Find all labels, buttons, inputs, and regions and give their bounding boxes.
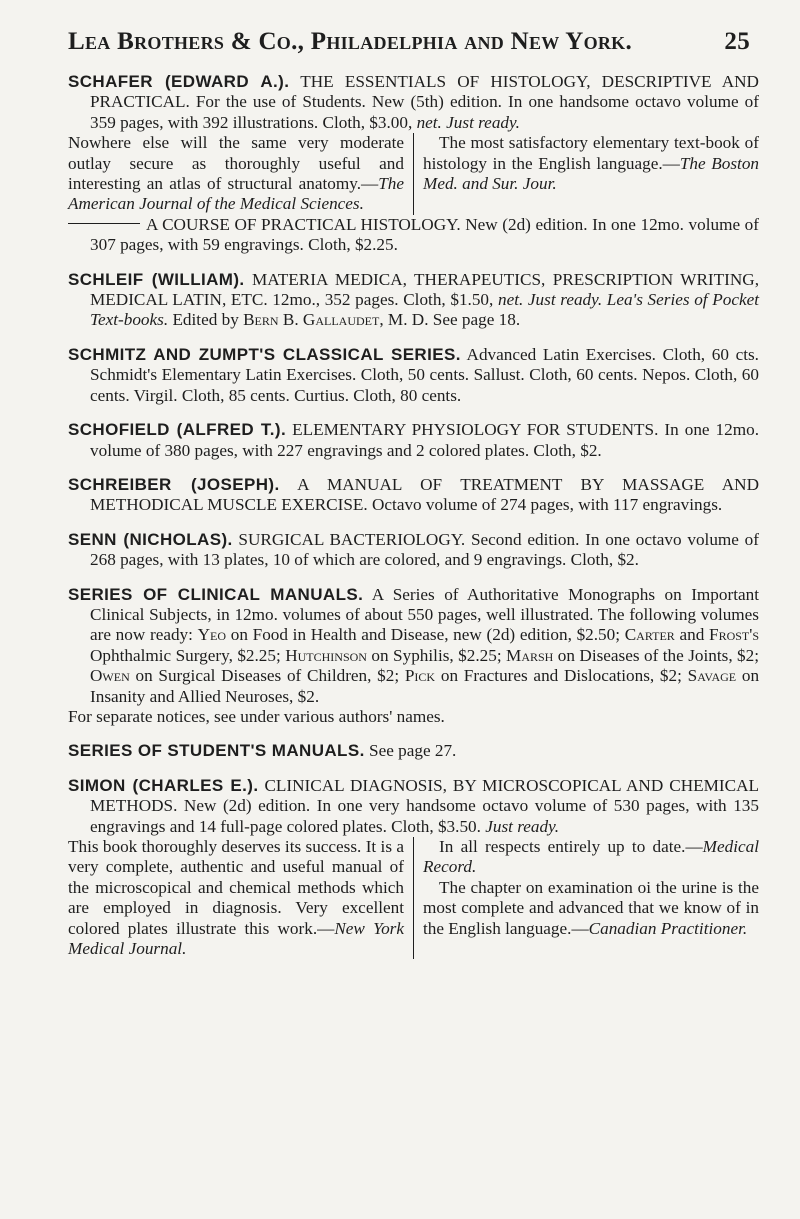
review-source: Medical Record. bbox=[423, 837, 759, 877]
entry-schleif bbox=[68, 270, 759, 331]
ditto-dash bbox=[68, 223, 140, 224]
editor-name: Bern B. Gallaudet bbox=[243, 310, 380, 330]
author-name: Frost's bbox=[709, 625, 760, 645]
entry-senn bbox=[68, 530, 759, 571]
entry-headword: SCHLEIF (WILLIAM). bbox=[68, 269, 245, 289]
entry-text: A MANUAL OF TREATMENT BY MASSAGE AND METHODICAL MUSCLE EXERCISE. Octavo volume of 274 pages, with 117 engravings. bbox=[90, 474, 759, 515]
entry-text: A Series of Authoritative Monographs on Important Clinical Subjects, in 12mo. volumes of about 550 pages, well illustrated. The following volumes are now ready: bbox=[90, 584, 759, 645]
entry-headword: SCHOFIELD (ALFRED T.). bbox=[68, 420, 287, 440]
entry-headword: SENN (NICHOLAS). bbox=[68, 529, 233, 549]
author-name: Owen bbox=[90, 666, 130, 686]
entry-headword: SERIES OF CLINICAL MANUALS. bbox=[68, 584, 364, 604]
review-text: Nowhere else will the same very moderate outlay secure as thoroughly useful and interesting an atlas of structural anatomy.— bbox=[68, 133, 404, 194]
entry-schofield bbox=[68, 420, 759, 461]
page-header bbox=[68, 28, 750, 58]
entry-schreiber bbox=[68, 475, 759, 516]
entry-text: See page 27. bbox=[369, 741, 457, 761]
entry-schafer bbox=[68, 72, 759, 256]
author-name: Marsh bbox=[506, 645, 554, 665]
entry-students-manuals bbox=[68, 741, 759, 761]
review-text: The most satisfactory elementary text-book of histology in the English language.— bbox=[423, 133, 759, 173]
entry-text: Ophthalmic Surgery, $2.25; bbox=[90, 645, 281, 665]
author-name: Savage bbox=[687, 666, 737, 686]
entry-text: on Syphilis, $2.25; bbox=[371, 645, 502, 665]
entry-subtitle bbox=[68, 215, 759, 256]
entry-headword: SCHMITZ AND ZUMPT'S CLASSICAL SERIES. bbox=[68, 344, 461, 364]
entry-text: ELEMENTARY PHYSIOLOGY FOR STUDENTS. In one 12mo. volume of 380 pages, with 227 engravings and 2 colored plates. Cloth, $2. bbox=[90, 420, 759, 460]
review-source: Canadian Practitioner. bbox=[588, 918, 748, 938]
page-number: 25 bbox=[724, 28, 750, 55]
author-name: Carter bbox=[624, 625, 675, 645]
entry-text: on Diseases of the Joints, $2; bbox=[557, 645, 760, 665]
review-quote-left bbox=[68, 133, 413, 215]
entry-simon bbox=[68, 776, 759, 960]
entry-text: on Insanity and Allied Neuroses, $2. bbox=[90, 666, 760, 706]
entry-text: Advanced Latin Exercises. Cloth, 60 cts. Schmidt's Elementary Latin Exercises. Cloth, 50 cents. Sallust. Cloth, 60 cents. Nepos. Cloth, 60 cents. Virgil. Cloth, 85 cents. Curtius. Cloth, 80 cents. bbox=[90, 344, 759, 405]
entry-text: CLINICAL DIAGNOSIS, BY MICROSCOPICAL AND CHEMICAL METHODS. New (2d) edition. In one very handsome octavo volume of 530 pages, with 135 engravings and 14 full-page colored plates. Cloth, $3.50. bbox=[90, 775, 759, 836]
entry-headword: SCHAFER (EDWARD A.). bbox=[68, 72, 290, 91]
review-columns bbox=[68, 837, 759, 959]
entry-clinical-manuals bbox=[68, 585, 759, 728]
review-text: In all respects entirely up to date.— bbox=[439, 837, 703, 856]
catalog-content bbox=[68, 72, 759, 973]
entry-headword: SIMON (CHARLES E.). bbox=[68, 775, 259, 795]
entry-status: Just ready. bbox=[485, 816, 560, 836]
entry-schmitz bbox=[68, 345, 759, 406]
author-name: Pick bbox=[404, 666, 436, 686]
entry-text: , M. D. See page 18. bbox=[379, 310, 521, 330]
entry-sub-text: A COURSE OF PRACTICAL HISTOLOGY. New (2d) edition. In one 12mo. volume of 307 pages, with 59 engravings. Cloth, $2.25. bbox=[90, 214, 759, 255]
review-columns bbox=[68, 133, 759, 215]
entry-headword: SCHREIBER (JOSEPH). bbox=[68, 474, 280, 494]
review-source: The Boston Med. and Sur. Jour. bbox=[423, 153, 760, 194]
entry-text: on Food in Health and Disease, new (2d) edition, $2.50; bbox=[230, 625, 621, 645]
entry-status: net. Just ready. bbox=[416, 112, 520, 132]
author-name: Yeo bbox=[197, 625, 227, 645]
entry-text: on Surgical Diseases of Children, $2; bbox=[135, 666, 400, 686]
review-quote-right bbox=[413, 837, 759, 959]
running-title: Lea Brothers & Co., Philadelphia and New York. bbox=[68, 28, 633, 55]
review-text: This book thoroughly deserves its success. It is a very complete, authentic and useful manual of the microscopical and chemical methods which are employed in diagnosis. Very excellent colored plates illustrate this work.— bbox=[68, 837, 404, 938]
review-source: New York Medical Journal. bbox=[68, 918, 404, 959]
review-quote-left bbox=[68, 837, 413, 959]
entry-text: on Fractures and Dislocations, $2; bbox=[440, 666, 682, 686]
entry-headword: SERIES OF STUDENT'S MANUALS. bbox=[68, 741, 365, 761]
review-source: The American Journal of the Medical Sciences. bbox=[68, 174, 404, 214]
review-quote-right bbox=[413, 133, 759, 215]
review-text: The chapter on examination oi the urine is the most complete and advanced that we know of in the English language.— bbox=[423, 877, 759, 938]
entry-status: net. Just ready. Lea's Series of Pocket Text-books. bbox=[90, 290, 759, 330]
entry-text: Edited by bbox=[172, 310, 239, 330]
entry-text: SURGICAL BACTERIOLOGY. Second edition. In one octavo volume of 268 pages, with 13 plates, 10 of which are colored, and 9 engravings. Cloth, $2. bbox=[90, 529, 759, 570]
entry-text: and bbox=[679, 625, 705, 645]
entry-text: THE ESSENTIALS OF HISTOLOGY, DESCRIPTIVE AND PRACTICAL. For the use of Students. New (5th) edition. In one handsome octavo volume of 359 pages, with 392 illustrations. Cloth, $3.00, bbox=[90, 72, 759, 132]
entry-text: MATERIA MEDICA, THERAPEUTICS, PRESCRIPTION WRITING, MEDICAL LATIN, ETC. 12mo., 352 pages. Cloth, $1.50, bbox=[90, 269, 760, 310]
entry-note: For separate notices, see under various authors' names. bbox=[68, 706, 445, 726]
author-name: Hutchinson bbox=[285, 645, 367, 665]
